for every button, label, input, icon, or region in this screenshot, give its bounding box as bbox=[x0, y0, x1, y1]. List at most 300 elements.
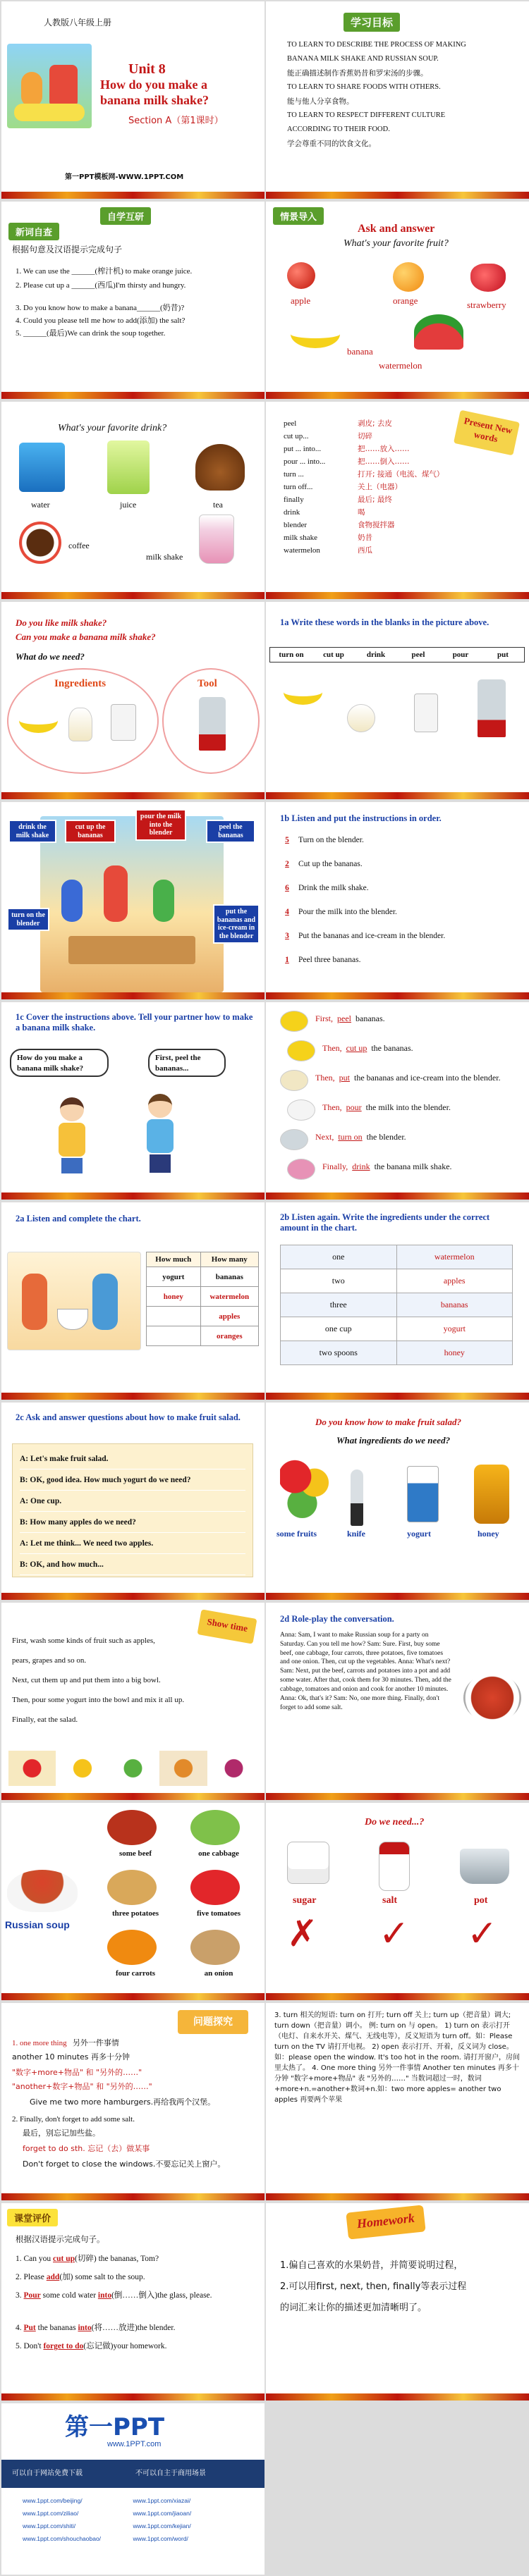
order-item bbox=[280, 836, 520, 860]
fire-strip bbox=[266, 1193, 529, 1200]
ingredient-label: three potatoes bbox=[111, 1909, 159, 1918]
amount-cell: one cup bbox=[281, 1317, 397, 1341]
word-option: cut up bbox=[323, 651, 344, 659]
fire-strip bbox=[1, 192, 264, 199]
word-option: peel bbox=[411, 651, 425, 659]
promo-link[interactable]: www.1ppt.com/word/ bbox=[133, 2535, 188, 2542]
vocab-word: turn off... bbox=[284, 483, 313, 491]
exp-l1 bbox=[12, 2038, 119, 2049]
chart-cell bbox=[147, 1307, 201, 1326]
blender-icon bbox=[478, 679, 506, 737]
coffee-icon bbox=[19, 522, 61, 564]
slide-need bbox=[1, 602, 264, 799]
banana-icon bbox=[284, 679, 322, 705]
strawberry-icon bbox=[470, 264, 506, 292]
salt-icon bbox=[379, 1842, 410, 1891]
homework-badge: Homework bbox=[346, 2205, 425, 2239]
order-text: Peel three bananas. bbox=[298, 956, 361, 964]
task-1b-heading: 1b Listen and put the instructions in order. bbox=[280, 813, 442, 823]
step-row bbox=[273, 1008, 523, 1037]
vocab-row bbox=[284, 506, 460, 519]
fire-strip bbox=[266, 2393, 529, 2401]
q2: 2. Please cut up a ______(西瓜)I'm thirsty and hungry. bbox=[16, 281, 186, 290]
order-item bbox=[280, 956, 520, 980]
eval-q3 bbox=[16, 2291, 255, 2302]
fire-strip bbox=[1, 1593, 264, 1600]
obj-l3: 能正确描述制作香蕉奶昔和罗宋汤的步骤。 bbox=[287, 69, 428, 78]
step-order: First, bbox=[315, 1013, 334, 1023]
fire-strip bbox=[1, 792, 264, 799]
present-new-words-badge: Present New words bbox=[454, 410, 520, 456]
vocab-word: peel bbox=[284, 419, 297, 428]
step-icon bbox=[280, 1070, 308, 1091]
fire-strip bbox=[266, 2193, 529, 2200]
lesson-title-1: How do you make a bbox=[100, 78, 208, 92]
sugar-label: sugar bbox=[293, 1895, 317, 1906]
step-row bbox=[273, 1037, 523, 1067]
fire-strip bbox=[266, 392, 529, 399]
dialog-box bbox=[12, 1443, 253, 1577]
vocab-word: blender bbox=[284, 521, 307, 529]
step-object: the milk into the blender. bbox=[365, 1102, 451, 1112]
grade-label: 人教版八年级上册 bbox=[44, 18, 112, 27]
show-lines bbox=[12, 1631, 252, 1730]
fruit-salad-question: Do you know how to make fruit salad? bbox=[315, 1417, 461, 1427]
eval-q4-answer-1: Put bbox=[23, 2324, 36, 2332]
slide-title bbox=[1, 1, 264, 199]
task-2c-heading: 2c Ask and answer questions about how to make fruit salad. bbox=[16, 1412, 241, 1422]
question-text: How do you make a banana milk shake? bbox=[17, 1054, 84, 1073]
step-verb: turn on bbox=[338, 1132, 363, 1142]
dialog-line: A: Let me think... We need two apples. bbox=[20, 1533, 245, 1554]
exp-l4: "another+数字+物品" 和 "另外的……" bbox=[12, 2082, 152, 2091]
slide-2d bbox=[266, 1603, 529, 1800]
slide-new-words bbox=[1, 202, 264, 399]
slide-russian-soup bbox=[1, 1803, 264, 2000]
order-number: 5 bbox=[285, 836, 289, 844]
chart-cell: watermelon bbox=[200, 1287, 258, 1307]
eval-q4-e: (将……放进)the blender. bbox=[91, 2324, 176, 2332]
eval-q3-e: (倒……倒入)the glass, please. bbox=[111, 2291, 212, 2300]
show-line: Then, pour some yogurt into the bowl and mix it all up. bbox=[12, 1696, 185, 1704]
picture-label: drink the milk shake bbox=[8, 820, 56, 843]
apple-label: apple bbox=[291, 295, 311, 306]
show-line: Next, cut them up and put them into a big bowl. bbox=[12, 1676, 161, 1684]
show-time-badge: Show time bbox=[197, 1609, 257, 1644]
fire-strip bbox=[1, 1793, 264, 1800]
vocab-meaning: 打开; 接通（电流、煤气） bbox=[358, 470, 444, 479]
fire-strip bbox=[266, 792, 529, 799]
dialog-line: B: OK, and how much... bbox=[20, 1554, 245, 1575]
obj-l8: 学会尊重不同的饮食文化。 bbox=[287, 140, 376, 148]
step-row bbox=[273, 1067, 523, 1097]
honey-icon bbox=[474, 1465, 509, 1524]
hw-l3: 的词汇来让你的描述更加清晰明了。 bbox=[280, 2303, 427, 2313]
exp-l3: "数字+more+物品" 和 "另外的……" bbox=[12, 2068, 142, 2077]
step-icon bbox=[287, 1099, 315, 1121]
obj-l6: TO LEARN TO RESPECT DIFFERENT CULTURE bbox=[287, 111, 446, 119]
order-text: Pour the milk into the blender. bbox=[298, 908, 397, 916]
soup-bowl-icon bbox=[7, 1870, 78, 1912]
what-need: What do we need? bbox=[16, 651, 85, 662]
ingredient-cell: apples bbox=[396, 1269, 513, 1293]
step-icon bbox=[280, 1011, 308, 1032]
vocab-row bbox=[284, 417, 460, 430]
eval-q3-a: 3. bbox=[16, 2291, 24, 2300]
exp-l5: Give me two more hamburgers.再给我两个汉堡。 bbox=[30, 2097, 216, 2107]
step-order: Then, bbox=[322, 1102, 342, 1112]
eval-intro: 根据汉语提示完成句子。 bbox=[16, 2234, 105, 2244]
word-box bbox=[269, 647, 525, 663]
word-option: turn on bbox=[279, 651, 304, 659]
dialog-line: A: Let's make fruit salad. bbox=[20, 1448, 245, 1469]
orange-icon bbox=[393, 262, 424, 292]
pot-label: pot bbox=[474, 1895, 488, 1906]
milk-icon bbox=[414, 694, 438, 732]
order-number: 1 bbox=[285, 956, 289, 964]
ice-cream-icon bbox=[68, 708, 92, 741]
promo-banner bbox=[1, 2460, 264, 2488]
promo-link[interactable]: www.1ppt.com/shiti/ bbox=[23, 2522, 76, 2529]
blender-icon bbox=[199, 697, 226, 751]
apple-icon bbox=[287, 262, 315, 289]
slide-drinks bbox=[1, 402, 264, 599]
fruit-question: What's your favorite fruit? bbox=[343, 238, 449, 249]
ask-answer-heading: Ask and answer bbox=[358, 223, 435, 235]
fire-strip bbox=[1, 592, 264, 599]
slide-1a bbox=[266, 602, 529, 799]
ingredient-cell: honey bbox=[396, 1341, 513, 1365]
fire-strip bbox=[266, 1793, 529, 1800]
steps-list bbox=[273, 1008, 523, 1185]
water-label: water bbox=[31, 500, 50, 510]
milk-icon bbox=[111, 704, 136, 741]
eval-q3-c: some cold water bbox=[40, 2291, 98, 2300]
eval-q1 bbox=[16, 2254, 159, 2265]
vocab-row bbox=[284, 519, 460, 531]
like-milk-shake: Do you like milk shake? bbox=[16, 617, 107, 628]
ingredient-chart bbox=[280, 1245, 513, 1365]
amount-cell: one bbox=[281, 1245, 397, 1269]
ingredient-label: five tomatoes bbox=[196, 1909, 241, 1918]
banana-icon bbox=[291, 320, 340, 348]
step-icon bbox=[287, 1040, 315, 1061]
step-order: Next, bbox=[315, 1132, 334, 1142]
step-row bbox=[273, 1097, 523, 1126]
dialog-line: B: How many apples do we need? bbox=[20, 1512, 245, 1533]
cover-illustration bbox=[7, 44, 92, 128]
tool-label: Tool bbox=[197, 678, 217, 689]
step-object: the bananas. bbox=[371, 1043, 413, 1053]
salt-check-icon: ✓ bbox=[379, 1913, 410, 1955]
order-number: 2 bbox=[285, 860, 289, 868]
ice-cream-icon bbox=[347, 704, 375, 732]
vocab-meaning: 西瓜 bbox=[358, 546, 372, 555]
lesson-title-2: banana milk shake? bbox=[100, 93, 209, 107]
salt-label: salt bbox=[382, 1895, 397, 1906]
exp-l6: 2. Finally, don't forget to add some salt. bbox=[12, 2115, 135, 2124]
vocab-word: put ... into... bbox=[284, 445, 322, 453]
order-number: 4 bbox=[285, 908, 289, 916]
dialog-line: B: OK, good idea. How much yogurt do we need? bbox=[20, 1469, 245, 1491]
vocab-row bbox=[284, 430, 460, 443]
vocab-row bbox=[284, 531, 460, 544]
ingredient-icon bbox=[107, 1870, 157, 1905]
slide-2a bbox=[1, 1202, 264, 1400]
cooking-illustration bbox=[7, 1252, 141, 1350]
chart-cell: honey bbox=[147, 1287, 201, 1307]
word-option: pour bbox=[452, 651, 469, 659]
amount-cell: three bbox=[281, 1293, 397, 1317]
do-we-need-heading: Do we need...? bbox=[365, 1817, 425, 1828]
vocab-meaning: 关上（电器） bbox=[358, 483, 402, 491]
fruit-photos bbox=[8, 1751, 257, 1786]
fire-strip bbox=[266, 1393, 529, 1400]
promo-logo-area bbox=[1, 2403, 264, 2460]
order-item bbox=[280, 908, 520, 932]
exp-l2: another 10 minutes 再多十分钟 bbox=[12, 2052, 130, 2062]
order-item bbox=[280, 932, 520, 956]
slide-evaluation bbox=[1, 2203, 264, 2401]
promo-logo: 第一PPT bbox=[65, 2413, 165, 2441]
vocab-meaning: 最后; 最终 bbox=[358, 495, 392, 504]
eval-q2-a: 2. Please bbox=[16, 2273, 47, 2281]
juice-label: juice bbox=[120, 500, 137, 510]
evaluation-tag: 课堂评价 bbox=[7, 2209, 58, 2226]
fire-strip bbox=[266, 592, 529, 599]
step-row bbox=[273, 1126, 523, 1156]
ingredient-cell: yogurt bbox=[396, 1317, 513, 1341]
step-object: the banana milk shake. bbox=[374, 1161, 452, 1171]
fire-strip bbox=[266, 992, 529, 999]
ingredient-icon bbox=[190, 1930, 240, 1965]
chart-cell: oranges bbox=[200, 1326, 258, 1346]
vocab-meaning: 喝 bbox=[358, 508, 365, 517]
slide-1c bbox=[1, 1002, 264, 1200]
obj-l7: ACCORDING TO THEIR FOOD. bbox=[287, 125, 390, 133]
vocab-meaning: 切碎 bbox=[358, 432, 372, 440]
question-bubble bbox=[10, 1049, 109, 1077]
vocab-row bbox=[284, 481, 460, 493]
watermelon-icon bbox=[414, 314, 463, 350]
chart-cell: apples bbox=[200, 1307, 258, 1326]
explore-badge: 问题探究 bbox=[178, 2010, 248, 2034]
show-line: pears, grapes and so on. bbox=[12, 1656, 87, 1665]
slide-picture bbox=[1, 802, 264, 999]
slide-2c bbox=[1, 1403, 264, 1600]
promo-link[interactable]: www.1ppt.com/xiazai/ bbox=[133, 2497, 191, 2504]
show-line: Finally, eat the salad. bbox=[12, 1715, 78, 1724]
order-item bbox=[280, 884, 520, 908]
step-icon bbox=[280, 1129, 308, 1150]
exp-l8: forget to do sth. 忘记（去）做某事 bbox=[23, 2144, 150, 2153]
picture-label: turn on the blender bbox=[7, 908, 49, 931]
answer-text: First, peel the bananas... bbox=[155, 1054, 201, 1073]
order-number: 6 bbox=[285, 884, 289, 892]
ingredient-label: four carrots bbox=[115, 1969, 156, 1978]
amount-cell: two bbox=[281, 1269, 397, 1293]
fire-strip bbox=[266, 192, 529, 199]
slide-2b bbox=[266, 1202, 529, 1400]
slide-homework bbox=[266, 2203, 529, 2401]
slide-vocab bbox=[266, 402, 529, 599]
amount-cell: two spoons bbox=[281, 1341, 397, 1365]
step-verb: pour bbox=[346, 1102, 362, 1112]
promo-link[interactable]: www.1ppt.com/ziliao/ bbox=[23, 2510, 79, 2517]
slide-steps bbox=[266, 1002, 529, 1200]
ingredients-question: What ingredients do we need? bbox=[336, 1435, 451, 1446]
task-2a-heading: 2a Listen and complete the chart. bbox=[16, 1214, 141, 1224]
order-text: Put the bananas and ice-cream in the blender. bbox=[298, 932, 446, 940]
chart-cell: yogurt bbox=[147, 1267, 201, 1287]
fire-strip bbox=[1, 2193, 264, 2200]
ingredient-icon bbox=[190, 1870, 240, 1905]
exp-l9: Don't forget to close the windows.不要忘记关上窗户。 bbox=[23, 2159, 226, 2169]
fire-strip bbox=[1, 392, 264, 399]
juice-icon bbox=[107, 440, 150, 494]
eval-q4-a: 4. bbox=[16, 2324, 24, 2332]
promo-link[interactable]: www.1ppt.com/jiaoan/ bbox=[133, 2510, 192, 2517]
eval-q4-c: the bananas bbox=[35, 2324, 78, 2332]
sugar-cross-icon: ✗ bbox=[287, 1913, 318, 1955]
vocab-word: turn ... bbox=[284, 470, 304, 479]
show-line: First, wash some kinds of fruit such as apples, bbox=[12, 1637, 155, 1645]
boy-figure bbox=[146, 1094, 174, 1175]
footer-site: 第一PPT模板网-WWW.1PPT.COM bbox=[65, 173, 184, 181]
word-option: drink bbox=[366, 651, 386, 659]
promo-link[interactable]: www.1ppt.com/beijing/ bbox=[23, 2497, 83, 2504]
knife-icon bbox=[351, 1469, 363, 1526]
order-text: Turn on the blender. bbox=[298, 836, 364, 844]
picture-label: cut up the bananas bbox=[65, 820, 116, 843]
exp-l7: 最后，别忘记加些盐。 bbox=[23, 2128, 100, 2138]
russian-soup-label: Russian soup bbox=[5, 1919, 70, 1930]
sugar-icon bbox=[287, 1842, 329, 1884]
soup-ingredients bbox=[93, 1810, 259, 1990]
eval-q1-a: 1. Can you bbox=[16, 2255, 54, 2263]
vocab-row bbox=[284, 468, 460, 481]
ingredient-label: an onion bbox=[204, 1969, 233, 1978]
hw-l1: 1.偏自己喜欢的水果奶昔，并简要说明过程， bbox=[280, 2260, 463, 2271]
coffee-label: coffee bbox=[68, 541, 90, 550]
task-2b-heading: 2b Listen again. Write the ingredients under the correct amount in the chart. bbox=[280, 1212, 490, 1233]
q3: 3. Do you know how to make a banana______(奶昔)? bbox=[16, 304, 185, 312]
vocab-word: drink bbox=[284, 508, 300, 517]
how-much-header: How much bbox=[147, 1252, 201, 1267]
slide-fruit-salad bbox=[266, 1403, 529, 1600]
vocab-row bbox=[284, 443, 460, 455]
step-row bbox=[273, 1156, 523, 1185]
step-order: Then, bbox=[322, 1043, 342, 1053]
vocab-word: watermelon bbox=[284, 546, 320, 555]
step-object: bananas. bbox=[355, 1013, 385, 1023]
fire-strip bbox=[1, 1193, 264, 1200]
slide-do-we-need bbox=[266, 1803, 529, 2000]
slide-show-time bbox=[1, 1603, 264, 1800]
eval-q2-answer: add bbox=[46, 2273, 60, 2281]
pot-check-icon: ✓ bbox=[467, 1913, 498, 1955]
eval-q5-a: 5. Don't bbox=[16, 2342, 44, 2350]
slide-notes bbox=[266, 2003, 529, 2200]
vocab-row bbox=[284, 455, 460, 468]
orange-label: orange bbox=[393, 295, 418, 306]
fruits-icon bbox=[280, 1459, 329, 1518]
conversation-text: Anna: Sam, I want to make Russian soup for a party on Saturday. Can you tell me how? Sam: Sure. First, buy some beef, one cabbage, four carrots, three potatoes, five tomatoes and one onion. Then, cut up the vegetables. Anna: What's next? Sam: Next, put the beef, carrots and potatoes into a pot and add some water. After that, cook them for 30 minutes. Then, add the cabbage, tomatoes and onion and cook for another 10 minutes. Anna: Ok, that's it? Sam: No, one more thing. Finally, don't forget to add some salt. bbox=[280, 1632, 451, 1711]
ingredient-label: one cabbage bbox=[198, 1849, 239, 1858]
vocab-row bbox=[284, 544, 460, 557]
vocab-meaning: 把……放入…… bbox=[358, 445, 410, 453]
notes-text: 3. turn 相关的短语: turn on 打开; turn off 关上; turn up（把音量）调大; turn down（把音量）调小。 例: turn on 与 open。 1) turn on 表示打开（电灯、自来水开关、煤气、无线电等），反义短语为 turn off。如：Please turn on the TV 请打开电视。 2) open 表示打开、开着，反义词为 close。如：please open the window. It's too hot in the room. 请打开窗户，房间里太热了。 4. One more thing 另外一件事情 Another ten minutes 再多十分钟 "数字+more+物品" 表 "另外的……" 当数词超过一时，数词+more+n.=another+数词+n.如：two more apples= another two apples 再要两个苹果 bbox=[274, 2011, 521, 2104]
ingredient-icon bbox=[190, 1810, 240, 1845]
eval-q4-answer-2: into bbox=[78, 2324, 92, 2332]
dialog-line: A: One cup. bbox=[20, 1491, 245, 1512]
order-list bbox=[280, 836, 520, 980]
yogurt-label: yogurt bbox=[407, 1529, 431, 1539]
promo-col1-heading: 可以自于网站免费下载 bbox=[12, 2470, 83, 2477]
order-text: Drink the milk shake. bbox=[298, 884, 369, 892]
q1: 1. We can use the ______(榨汁机) to make orange juice. bbox=[16, 267, 193, 276]
promo-col2-heading: 不可以自主于商用场景 bbox=[135, 2470, 206, 2477]
vocab-list bbox=[284, 417, 460, 557]
obj-l2: BANANA MILK SHAKE AND RUSSIAN SOUP. bbox=[287, 55, 439, 63]
vocab-meaning: 剥皮; 去皮 bbox=[358, 419, 392, 428]
ingredient-icon bbox=[107, 1930, 157, 1965]
ingredients-label: Ingredients bbox=[54, 678, 107, 689]
tea-icon bbox=[195, 444, 245, 491]
step-verb: put bbox=[339, 1073, 350, 1083]
pot-icon bbox=[460, 1849, 509, 1884]
milk-shake-label: milk shake bbox=[146, 552, 183, 562]
knife-label: knife bbox=[347, 1529, 366, 1539]
task-1a-heading: 1a Write these words in the blanks in the picture above. bbox=[280, 617, 490, 627]
task-2d-heading: 2d Role-play the conversation. bbox=[280, 1614, 394, 1624]
step-verb: cut up bbox=[346, 1043, 367, 1053]
ingredient-cell: watermelon bbox=[396, 1245, 513, 1269]
chart-cell: bananas bbox=[200, 1267, 258, 1287]
eval-q3-answer-2: into bbox=[97, 2291, 112, 2300]
eval-q1-answer: cut up bbox=[53, 2255, 75, 2263]
vocab-word: milk shake bbox=[284, 534, 317, 542]
slide-objectives bbox=[266, 1, 529, 199]
section-label: Section A（第1课时） bbox=[128, 116, 224, 126]
unit-label: Unit 8 bbox=[128, 61, 166, 77]
promo-link[interactable]: www.1ppt.com/kejian/ bbox=[133, 2522, 191, 2529]
soup-photo bbox=[463, 1673, 521, 1723]
amount-chart bbox=[146, 1252, 259, 1346]
fire-strip bbox=[1, 2393, 264, 2401]
obj-l4: TO LEARN TO SHARE FOODS WITH OTHERS. bbox=[287, 83, 441, 91]
vocab-meaning: 食物搅拌器 bbox=[358, 521, 395, 529]
tea-label: tea bbox=[213, 500, 223, 510]
eval-q2 bbox=[16, 2272, 145, 2284]
vocab-row bbox=[284, 493, 460, 506]
promo-link[interactable]: www.1ppt.com/shouchaobao/ bbox=[23, 2535, 102, 2542]
step-verb: peel bbox=[337, 1013, 352, 1023]
ingredient-cell: bananas bbox=[396, 1293, 513, 1317]
step-order: Finally, bbox=[322, 1161, 348, 1171]
ingredient-label: some beef bbox=[118, 1849, 152, 1858]
obj-l1: TO LEARN TO DESCRIBE THE PROCESS OF MAKING bbox=[287, 41, 466, 49]
self-study-tag: 自学互研 bbox=[100, 207, 151, 225]
water-icon bbox=[19, 443, 65, 492]
chart-cell bbox=[147, 1326, 201, 1346]
step-icon bbox=[287, 1159, 315, 1180]
can-make-milk-shake: Can you make a banana milk shake? bbox=[16, 631, 156, 642]
eval-q4 bbox=[16, 2323, 175, 2334]
eval-q3-answer-1: Pour bbox=[23, 2291, 41, 2300]
picture-label: peel the bananas bbox=[206, 820, 255, 843]
promo-url: www.1PPT.com bbox=[107, 2440, 162, 2448]
